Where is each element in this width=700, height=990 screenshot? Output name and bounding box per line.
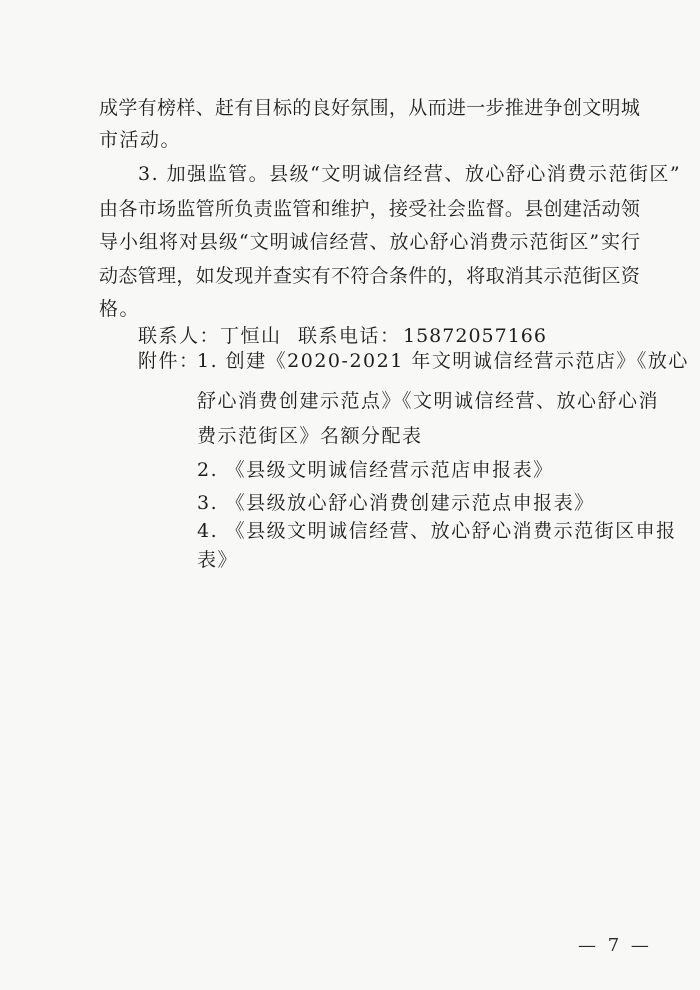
contact-phone-number: 15872057166 (403, 325, 547, 347)
attachment-item-1-line: 舒心消费创建示范点》《文明诚信经营、放心舒心消 (197, 390, 660, 412)
attachment-item-2: 2. 《县级文明诚信经营示范店申报表》 (197, 459, 554, 481)
attachment-item-1-line: 费示范街区》名额分配表 (197, 425, 423, 447)
paragraph-line: 市活动。 (99, 129, 182, 151)
page-number: — 7 — (578, 935, 652, 956)
paragraph-line-justified: 动 态 管 理 ， 如 发 现 并 查 实 有 不 符 合 条 件 的 ， 将 取 消 其 示 范 街 区 资 (99, 265, 640, 287)
paragraph-line: 格。 (99, 298, 141, 320)
attachment-item-4-line: 4. 《县级文明诚信经营、放心舒心消费示范街区申报 (197, 520, 677, 542)
attachment-item-1-line: 1. 创建《2020-2021 年文明诚信经营示范店》《放心 (197, 350, 689, 372)
paragraph-line-justified: 由 各 市 场 监 管 所 负 责 监 管 和 维 护 ， 接 受 社 会 监 督 。 县 创 建 活 动 领 (99, 198, 640, 220)
attachments-label: 附件： (138, 350, 200, 372)
paragraph-line-justified: 成 学 有 榜 样 、 赶 有 目 标 的 良 好 氛 围 ， 从 而 进 一 步 推 进 争 创 文 明 城 (99, 97, 640, 119)
contact-person-label: 联系人： (138, 325, 221, 347)
attachment-item-3: 3. 《县级放心舒心消费创建示范点申报表》 (197, 492, 595, 514)
section-3-heading-line: 3. 加强监管。县级“文明诚信经营、放心舒心消费示范街区” (138, 163, 682, 185)
paragraph-line-justified: 导 小 组 将 对 县 级 “ 文 明 诚 信 经 营 、 放 心 舒 心 消 费 示 范 街 区 ” 实 行 (99, 231, 640, 253)
contact-person-name: 丁恒山 (220, 325, 282, 347)
contact-phone-label: 联系电话： (298, 325, 401, 347)
attachment-item-4-line: 表》 (197, 549, 239, 571)
